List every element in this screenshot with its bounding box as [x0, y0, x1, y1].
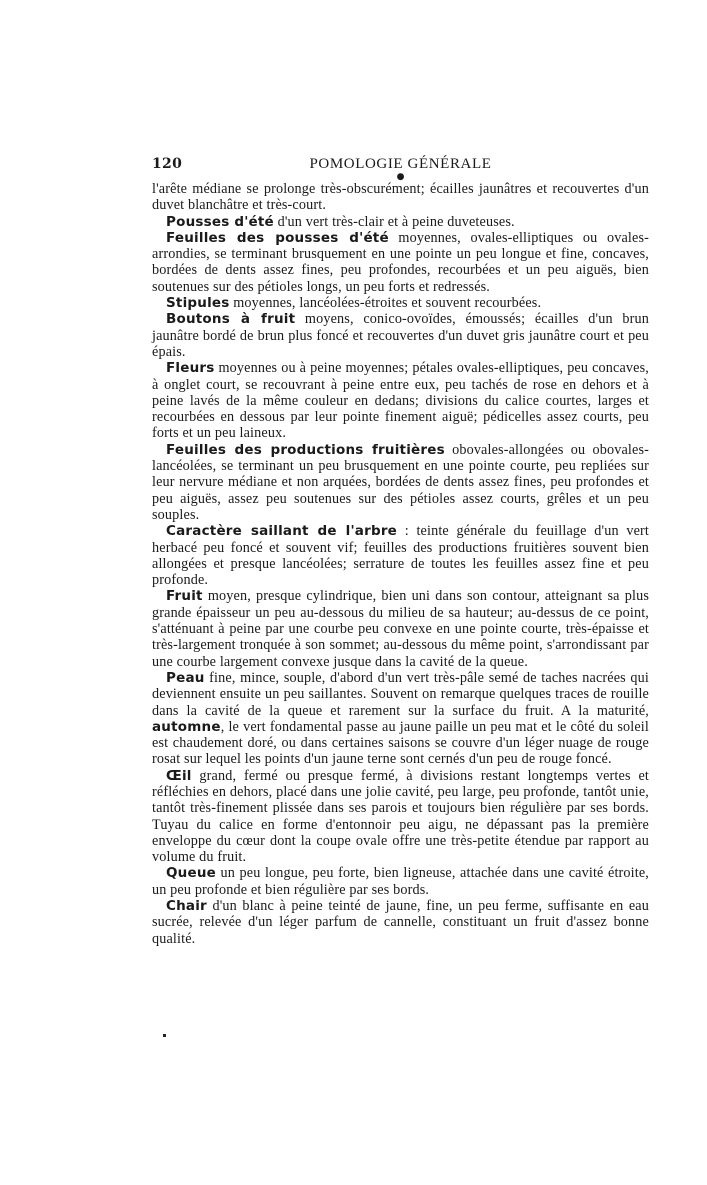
- paragraph-text: moyen, presque cylindrique, bien uni dans son contour, atteignant sa plus grande épaisseur un peu au-dessous du milieu de sa hauteur; au-dessus de ce point, s'atténuant à peine par une courbe peu convexe en une pointe courte, très-épaisse et très-largement tronquée à son sommet; au-dessous du même point, s'arrondissant par une courbe largement convexe jusque dans la cavité de la queue.: [152, 588, 649, 670]
- paragraph-caractere: [152, 523, 649, 588]
- paragraph-peau: [152, 670, 649, 768]
- term-heading: Fleurs: [166, 360, 215, 377]
- paragraph-text-after: , le vert fondamental passe au jaune paille un peu mat et le côté du soleil est chaudement doré, ou dans certaines saisons se couvre d'un léger nuage de rouge rosat sur lequel les points d'un jaune terne sont cernés d'un peu de rouge foncé.: [152, 718, 649, 768]
- paragraph-text: obovales-allongées ou obovales-lancéolées, se terminant un peu brusquement en une pointe courte, peu repliées sur leur nervure médiane et non arquées, bordées de dents assez fines, peu profondes et peu aiguës, assez peu soutenues sur des pétioles assez courts, grêles et un peu souples.: [152, 441, 649, 523]
- paragraph-queue: [152, 865, 649, 898]
- paragraph-text: d'un blanc à peine teinté de jaune, fine, un peu ferme, suffisante en eau sucrée, relevée d'un léger parfum de cannelle, constituant un fruit d'assez bonne qualité.: [152, 898, 649, 947]
- paragraph-boutons: [152, 311, 649, 360]
- paragraph-text: d'un vert très-clair et à peine duveteuses.: [273, 213, 515, 230]
- term-heading: Caractère saillant de l'arbre: [166, 523, 398, 540]
- term-heading: Fruit: [166, 588, 203, 605]
- paragraph-text: un peu longue, peu forte, bien ligneuse, attachée dans une cavité étroite, un peu profonde et bien régulière par ses bords.: [152, 865, 649, 898]
- paragraph-text: l'arête médiane se prolonge très-obscurément; écailles jaunâtres et recouvertes d'un duvet blanchâtre et très-court.: [152, 181, 649, 214]
- paragraph-feuilles-productions: [152, 442, 649, 523]
- inline-term-automne: automne: [152, 718, 221, 735]
- paragraph-stipules: [152, 295, 649, 311]
- term-heading: Stipules: [166, 295, 230, 312]
- term-heading: Feuilles des productions fruitières: [166, 441, 445, 458]
- term-heading: Boutons à fruit: [166, 311, 296, 328]
- running-head: [152, 156, 649, 174]
- page-number: 120: [152, 156, 183, 172]
- paragraph-pousses-ete: [152, 214, 649, 230]
- term-heading: Peau: [166, 669, 205, 686]
- paragraph-text: moyennes, ovales-elliptiques ou ovales-arrondies, se terminant brusquement en une pointe un peu longue et fine, concaves, bordées de dents assez fines, peu profondes, recourbées et un peu aiguës, bien soutenues sur des pétioles longs, un peu forts et redressés.: [152, 229, 649, 295]
- ornament-dot: ●: [396, 172, 405, 182]
- term-heading: Queue: [166, 865, 217, 882]
- term-heading: Chair: [166, 898, 207, 915]
- paragraph-text: moyennes ou à peine moyennes; pétales ovales-elliptiques, peu concaves, à onglet court, se recouvrant à peine entre eux, peu tachés de rose en dehors et à peine lavés de la même couleur en dedans; divisions du calice courtes, larges et recourbées en dessous par leur pointe finement aiguë; pédicelles assez courts, peu forts et un peu laineux.: [152, 360, 649, 442]
- stray-ink-mark: [163, 1034, 166, 1037]
- paragraph-feuilles-pousses: [152, 230, 649, 295]
- term-heading: Œil: [166, 767, 192, 784]
- paragraph-continuation: [152, 181, 649, 214]
- paragraph-chair: [152, 898, 649, 947]
- body-text: [152, 181, 649, 947]
- paragraph-text: grand, fermé ou presque fermé, à divisions restant longtemps vertes et réfléchies en dehors, placé dans une jolie cavité, peu large, peu profonde, tantôt unie, tantôt très-finement plissée dans ses parois et toujours bien régulière par ses bords. Tuyau du calice en forme d'entonnoir peu aigu, ne dépassant pas la première enveloppe du cœur dont la coupe ovale offre une très-petite étendue par rapport au volume du fruit.: [152, 767, 649, 866]
- paragraph-text: moyennes, lancéolées-étroites et souvent recourbées.: [229, 295, 542, 312]
- paragraph-text: fine, mince, souple, d'abord d'un vert très-pâle semé de taches nacrées qui deviennent ensuite un peu saillantes. Souvent on remarque quelques traces de rouille dans la cavité de la queue et rarement sur la surface du fruit. A la maturité,: [152, 669, 649, 719]
- paragraph-oeil: [152, 768, 649, 866]
- term-heading: Pousses d'été: [166, 213, 274, 230]
- paragraph-fruit: [152, 588, 649, 669]
- paragraph-text: : teinte générale du feuillage d'un vert herbacé peu foncé et souvent vif; feuilles des productions fruitières souvent bien allongées et presque lancéolées; serrature de toutes les feuilles assez fine et peu profonde.: [152, 523, 650, 589]
- book-page: [152, 156, 649, 947]
- paragraph-text: moyens, conico-ovoïdes, émoussés; écailles d'un brun jaunâtre bordé de brun plus foncé et recouvertes d'un duvet gris jaunâtre court et peu épais.: [152, 311, 649, 360]
- paragraph-fleurs: [152, 360, 649, 441]
- running-title: POMOLOGIE GÉNÉRALE: [309, 156, 492, 172]
- term-heading: Feuilles des pousses d'été: [166, 229, 389, 246]
